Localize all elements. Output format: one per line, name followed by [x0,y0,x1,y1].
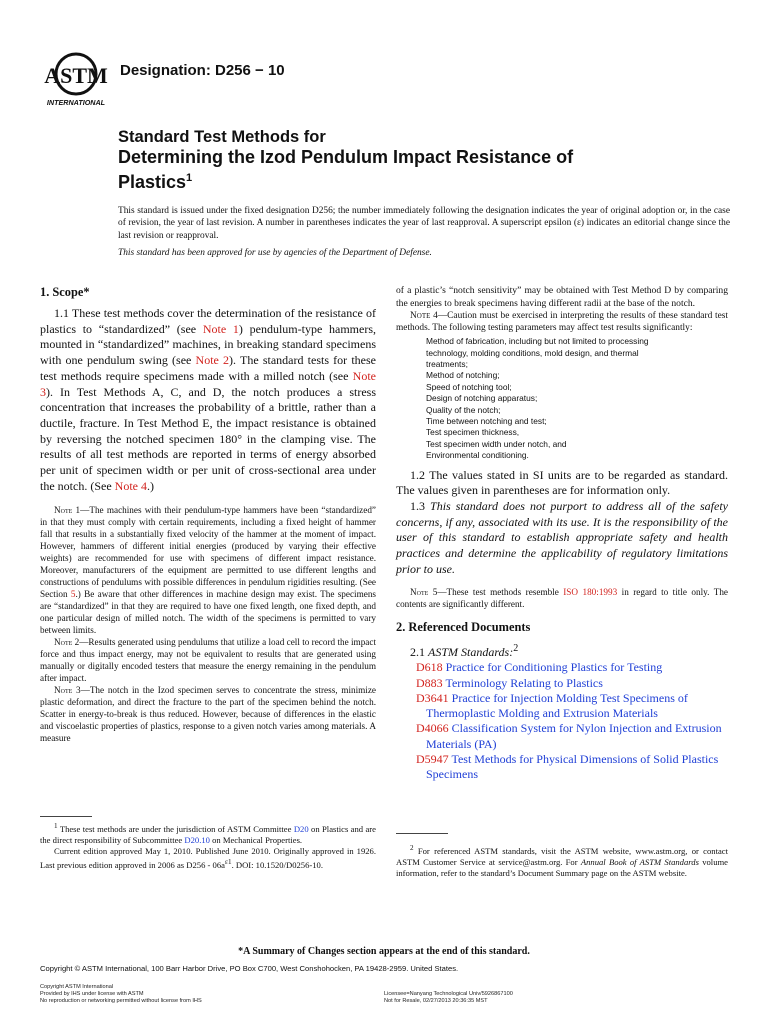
note-label: Note [54,637,73,648]
standard-title-link[interactable]: Practice for Injection Molding Test Specimens of Thermoplastic Molding and Extrusion Materials [426,690,688,721]
title-line-3-text: Plastics [118,172,187,192]
text-run: ASTM Standards: [428,644,514,659]
note-label: Note [410,586,429,597]
referenced-standard-item [406,676,728,691]
dod-note: This standard has been approved for use by agencies of the Department of Defense. [118,248,432,258]
license-line: Copyright ASTM International [40,984,114,990]
text-run: ). The standard tests for these test methods require specimens made with a milled notch (see [40,353,376,383]
title-line-1: Standard Test Methods for [118,128,326,146]
referenced-standard-item [406,691,728,722]
text-run: 3—The notch in the Izod specimen serves to concentrate the stress, minimize plastic deformation, and direct the fracture to the part of the specimen behind the notch. Scatter in energy-to-break is thus reduced. However, because of differences in the elastic and viscoelastic properties of plastics, response to a given notch varies among materials. A measure [40,685,376,744]
iso-180-link[interactable]: ISO 180:1993 [563,586,618,597]
license-left [40,984,202,1005]
license-line: No reproduction or networking permitted without license from IHS [40,998,202,1004]
testing-parameters-list [426,336,728,461]
text-run: ). In Test Methods A, C, and D, the notch produces a stress concentration that increases the probability of a brittle, rather than a ductile, fracture. In Test Method E, the impact resistance is obtained by reversing the notched specimen 180° in the clamping vise. The results of all test methods are reported in terms of energy absorbed per unit of specimen width or per unit of cross-sectional area under the notch. (See [40,384,376,493]
standard-code-link[interactable]: D4066 [416,721,449,736]
footnote-1 [40,821,376,871]
title-line-2: Determining the Izod Pendulum Impact Resistance of [118,147,574,167]
testing-parameter-item: Test specimen width under notch, and [426,438,567,449]
text-run: ) pendulum-type hammers, mounted in “standardized” machines, in breaking standard specimens with one pendulum swing (see [40,321,377,368]
note-1 [40,504,376,636]
footnote-2 [396,843,728,879]
scope-paragraph-1-1 [40,306,376,494]
text-run: 2.1 [410,644,428,659]
footnote-marker: 1 [54,822,58,830]
note-2-link[interactable]: Note 2 [195,353,230,368]
scope-paragraph-1-2: 1.2 The values stated in SI units are to be regarded as standard. The values given in parentheses are for information only. [396,467,728,498]
text-run: Current edition approved May 1, 2010. Published June 2010. Originally approved in 1926. Last previous edition approved in 2006 as D256 - 06a [40,845,376,870]
testing-parameter-item: Method of fabrication, including but not limited to processing [426,336,649,347]
footnote-rule-left [40,816,92,817]
document-title [118,127,718,193]
text-run: 4—Caution must be exercised in interpreting the results of these standard test methods. The following testing parameters may affect test results significantly: [396,311,728,334]
astm-logo-graphic [40,52,112,108]
note-2 [40,636,376,684]
text-run: on Plastics and are the direct responsibility of Subcommittee [40,823,376,845]
testing-parameter-item: Quality of the notch; [426,404,501,415]
footnote-1-para-2 [40,846,376,871]
standard-title-link[interactable]: Test Methods for Physical Dimensions of Solid Plastics Specimens [426,752,719,782]
referenced-documents-heading: 2. Referenced Documents [396,619,531,634]
subcommittee-d20-10-link[interactable]: D20.10 [184,834,210,845]
designation: Designation: D256 − 10 [120,62,285,79]
license-line: Licensee=Nanyang Technological Univ/5926867100 [384,991,513,997]
license-line: Not for Resale, 02/27/2013 20:36:35 MST [384,998,488,1004]
standard-code-link[interactable]: D618 [416,660,443,675]
testing-parameter-item: Environmental conditioning. [426,450,529,461]
text-run: in regard to title only. The contents are significantly different. [396,586,728,609]
logo-text: ASTM [44,63,108,88]
referenced-standard-item [406,752,728,783]
note-4-link[interactable]: Note 4 [114,478,147,493]
referenced-standards-list [396,660,728,782]
testing-parameter-item: Design of notching apparatus; [426,393,538,404]
logo-subtext: INTERNATIONAL [46,98,106,107]
testing-parameter-item: Test specimen thickness, [426,427,520,438]
text-run: These test methods are under the jurisdiction of ASTM Committee [57,823,294,834]
note-label: Note [410,311,431,322]
note-5 [396,586,728,610]
standard-code-link[interactable]: D5947 [416,752,449,767]
section-5-link[interactable]: 5 [70,589,76,600]
footnote-rule-right [396,833,448,834]
testing-parameter-item: Method of notching; [426,370,500,381]
committee-d20-link[interactable]: D20 [293,823,309,834]
note-4 [396,310,728,334]
note-label: Note [54,505,73,516]
text-run: 1.3 [410,499,431,514]
testing-parameter-item: Time between notching and test; [426,416,547,427]
text-run: 5—These test methods resemble [428,586,564,597]
standard-code-link[interactable]: D883 [416,675,443,690]
standard-code-link[interactable]: D3641 [416,690,449,705]
note-3-continued: of a plastic’s “notch sensitivity” may be obtained with Test Method D by comparing the energies to break specimens having different radii at the base of the notch. [396,285,728,309]
text-run: .) Be aware that other differences in machine design may exist. The specimens are “standardized” in that they are required to have one fixed length, one fixed depth, and one particular design of milled notch. The width of the specimens is permitted to vary between limits. [40,589,376,636]
standard-title-link[interactable]: Classification System for Nylon Injection and Extrusion Materials (PA) [426,721,722,751]
standard-title-link[interactable]: Practice for Conditioning Plastics for Testing [442,660,663,675]
testing-parameter-item: Speed of notching tool; [426,381,512,392]
note-3 [40,684,376,744]
note-label: Note [54,685,73,696]
right-column [396,285,728,783]
license-right [384,991,513,1005]
text-run: Annual Book of ASTM Standards [580,856,699,867]
footnote-1-para-1 [40,821,376,846]
text-run: For referenced ASTM standards, visit the ASTM website, www.astm.org, or contact ASTM Customer Service at service@astm.org. For [396,845,728,867]
astm-standards-subheading [396,641,728,661]
summary-of-changes-note: *A Summary of Changes section appears at the end of this standard. [238,946,530,957]
text-run: .) [146,478,154,493]
standard-title-link[interactable]: Terminology Relating to Plastics [442,675,603,690]
footnote-marker: 2 [513,642,519,654]
note-3-link[interactable]: Note 3 [40,368,376,399]
scope-paragraph-1-3 [396,499,728,578]
title-line-3 [118,168,718,193]
text-run: on Mechanical Properties. [209,834,303,845]
safety-statement: This standard does not purport to address all of the safety concerns, if any, associated with its use. It is the responsibility of the user of this standard to establish appropriate safety and health practices and determine the applicability of regulatory limitations prior to use. [396,499,729,576]
note-1-link[interactable]: Note 1 [202,321,239,336]
text-run: 1.1 These test methods cover the determination of the resistance of plastics to “standardized” (see [40,306,376,336]
text-run: volume information, refer to the standard’s Document Summary page on the ASTM website. [396,856,728,878]
testing-parameter-item: technology, molding conditions, mold design, and thermal [426,347,639,358]
epsilon-marker: ε1 [224,857,232,866]
footnote-marker: 2 [410,844,414,852]
referenced-standard-item [406,721,728,752]
text-run: . DOI: 10.1520/D0256-10. [231,859,323,870]
left-column [40,285,376,744]
scope-heading: 1. Scope* [40,285,90,299]
astm-logo [40,52,112,108]
title-footnote-marker: 1 [186,172,193,184]
text-run: 1—The machines with their pendulum-type hammers have been “standardized” in that they must comply with certain requirements, including a fixed height of hammer fall that results in a substantially fixed velocity of the hammer at the moment of impact. However, hammers of different initial energies (produced by varying their effective weights) are recommended for use with specimens of different impact resistance. Moreover, manufacturers of the equipment are permitted to use different lengths and constructions of pendulums with possible differences in pendulum rigidities resulting. (See Section [40,505,376,600]
license-line: Provided by IHS under license with ASTM [40,991,144,997]
copyright-line: Copyright © ASTM International, 100 Barr Harbor Drive, PO Box C700, West Conshohocken, PA 19428-2959. United States. [40,964,459,973]
testing-parameter-item: treatments; [426,359,468,369]
referenced-standard-item [406,660,728,675]
issue-note: This standard is issued under the fixed designation D256; the number immediately following the designation indicates the year of original adoption or, in the case of revision, the year of last revision. A number in parentheses indicates the year of last reapproval. A superscript epsilon (ε) indicates an editorial change since the last revision or reapproval. [118,206,730,241]
text-run: 2—Results generated using pendulums that utilize a load cell to record the impact force and thus impact energy, may not be equivalent to results that are generated using manually or digitally encoded testers that measure the energy remaining in the pendulum after impact. [40,637,376,684]
